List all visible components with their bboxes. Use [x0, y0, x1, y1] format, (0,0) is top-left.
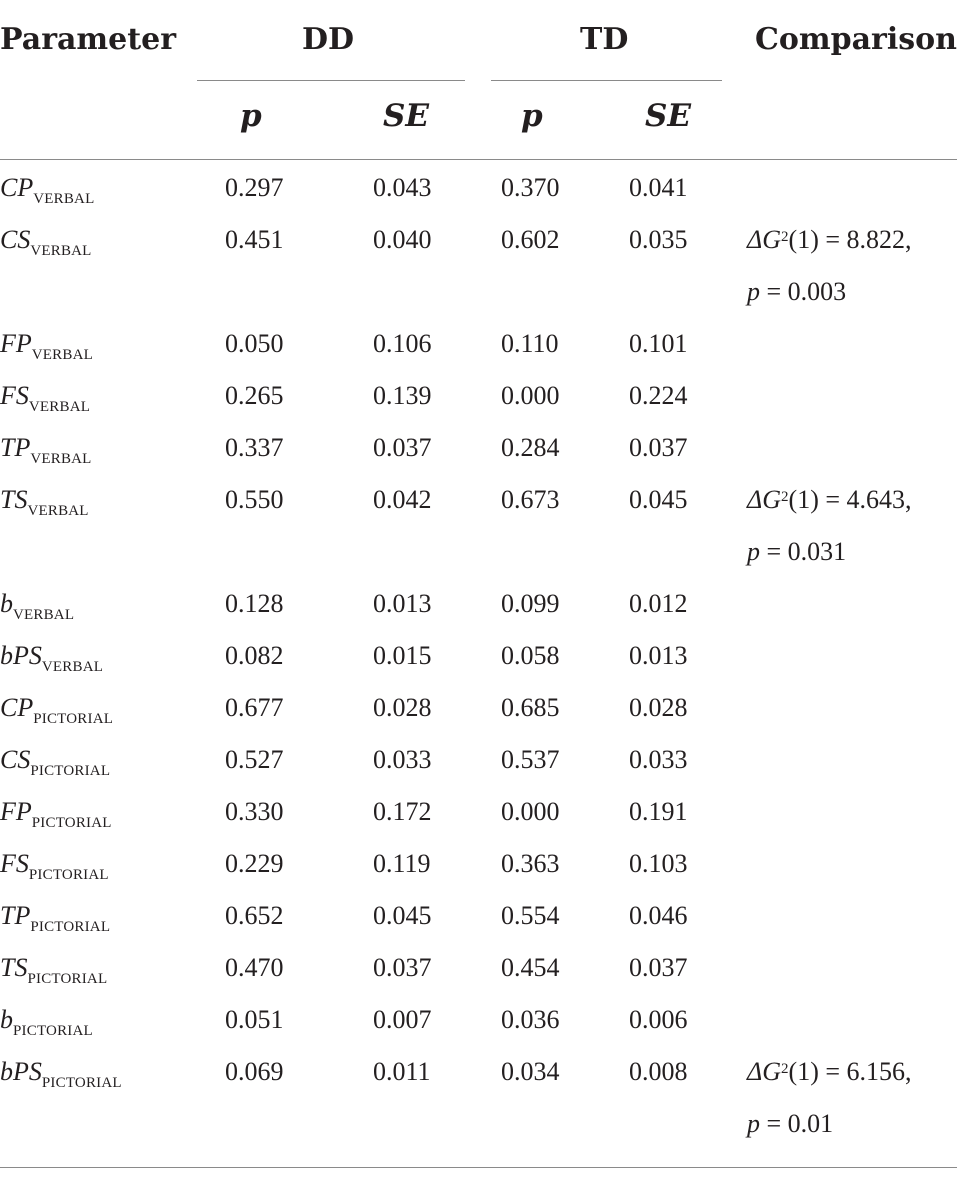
dd-se-cell: 0.119	[373, 849, 431, 878]
dd-se-cell: 0.013	[373, 589, 432, 618]
td-p-cell: 0.537	[501, 745, 560, 774]
td-p-cell: 0.000	[501, 797, 560, 826]
td-p-cell: 0.685	[501, 693, 560, 722]
td-p-cell: 0.370	[501, 173, 560, 202]
param-cell: $CS_{VERBAL}$	[0, 225, 92, 259]
table-row	[0, 475, 957, 579]
td-p-cell: 0.110	[501, 329, 559, 358]
dd-se-cell: 0.139	[373, 381, 432, 410]
td-p-cell: 0.034	[501, 1057, 560, 1086]
td-p-cell: 0.554	[501, 901, 560, 930]
td-se-cell: 0.103	[629, 849, 688, 878]
dd-se-cell: 0.037	[373, 433, 432, 462]
header-parameter: Parameter	[0, 22, 177, 57]
td-se-cell: 0.013	[629, 641, 688, 670]
dd-se-cell: 0.033	[373, 745, 432, 774]
comparison-stat: $\Delta G^2(1) = 4.643$,	[747, 485, 912, 514]
header-group-td: TD	[580, 22, 629, 57]
comparison-p-value: p = 0.031	[747, 537, 847, 566]
param-cell: $CP_{PICTORIAL}$	[0, 693, 114, 727]
param-cell: bPS$_{VERBAL}$	[0, 641, 104, 675]
dd-se-cell: 0.106	[373, 329, 432, 358]
td-p-cell: 0.036	[501, 1005, 560, 1034]
td-se-cell: 0.224	[629, 381, 688, 410]
dd-se-cell: 0.040	[373, 225, 432, 254]
dd-se-cell: 0.037	[373, 953, 432, 982]
comparison-stat: $\Delta G^2(1) = 6.156$,	[747, 1057, 912, 1086]
param-cell: $b_{PICTORIAL}$	[0, 1005, 93, 1039]
td-p-cell: 0.099	[501, 589, 560, 618]
param-cell: $CP_{VERBAL}$	[0, 173, 95, 207]
td-p-cell: 0.673	[501, 485, 560, 514]
param-cell: $CS_{PICTORIAL}$	[0, 745, 111, 779]
dd-se-cell: 0.045	[373, 901, 432, 930]
td-p-cell: 0.058	[501, 641, 560, 670]
dd-se-cell: 0.007	[373, 1005, 432, 1034]
dd-p-cell: 0.330	[225, 797, 284, 826]
table-row	[0, 579, 957, 631]
td-p-cell: 0.284	[501, 433, 560, 462]
td-se-cell: 0.033	[629, 745, 688, 774]
td-se-cell: 0.008	[629, 1057, 688, 1086]
td-se-cell: 0.041	[629, 173, 688, 202]
param-cell: $FP_{VERBAL}$	[0, 329, 93, 363]
td-p-cell: 0.000	[501, 381, 560, 410]
dd-p-cell: 0.265	[225, 381, 284, 410]
td-se-cell: 0.191	[629, 797, 688, 826]
param-cell: $TS_{VERBAL}$	[0, 485, 89, 519]
table-row	[0, 631, 957, 683]
param-cell: $FS_{VERBAL}$	[0, 381, 91, 415]
table-bottom-rule	[0, 1167, 957, 1168]
param-cell: $FP_{PICTORIAL}$	[0, 797, 112, 831]
header-dd-se: SE	[383, 98, 430, 134]
dd-p-cell: 0.050	[225, 329, 284, 358]
dd-p-cell: 0.128	[225, 589, 284, 618]
td-group-rule	[491, 80, 722, 81]
table-row	[0, 371, 957, 423]
param-cell: $TS_{PICTORIAL}$	[0, 953, 108, 987]
table-row	[0, 319, 957, 371]
param-cell: $b_{VERBAL}$	[0, 589, 75, 623]
header-comparison: Comparison	[755, 22, 957, 57]
td-se-cell: 0.035	[629, 225, 688, 254]
dd-se-cell: 0.172	[373, 797, 432, 826]
dd-p-cell: 0.550	[225, 485, 284, 514]
comparison-p-value: p = 0.01	[747, 1109, 834, 1138]
dd-p-cell: 0.677	[225, 693, 284, 722]
header-td-se: SE	[645, 98, 692, 134]
table-row	[0, 163, 957, 215]
td-se-cell: 0.037	[629, 433, 688, 462]
dd-p-cell: 0.069	[225, 1057, 284, 1086]
dd-se-cell: 0.043	[373, 173, 432, 202]
param-cell: $TP_{PICTORIAL}$	[0, 901, 111, 935]
td-se-cell: 0.028	[629, 693, 688, 722]
td-p-cell: 0.454	[501, 953, 560, 982]
table-row	[0, 787, 957, 839]
table-row	[0, 1047, 957, 1151]
dd-p-cell: 0.051	[225, 1005, 284, 1034]
header-bottom-rule	[0, 159, 957, 160]
dd-p-cell: 0.297	[225, 173, 284, 202]
dd-p-cell: 0.082	[225, 641, 284, 670]
dd-p-cell: 0.451	[225, 225, 284, 254]
table-row	[0, 943, 957, 995]
table-row	[0, 423, 957, 475]
dd-p-cell: 0.229	[225, 849, 284, 878]
dd-se-cell: 0.015	[373, 641, 432, 670]
comparison-stat: $\Delta G^2(1) = 8.822$,	[747, 225, 912, 254]
param-cell: bPS$_{PICTORIAL}$	[0, 1057, 122, 1091]
header-group-dd: DD	[302, 22, 355, 57]
header-dd-p: p	[240, 98, 262, 134]
dd-p-cell: 0.470	[225, 953, 284, 982]
dd-p-cell: 0.337	[225, 433, 284, 462]
table-row	[0, 995, 957, 1047]
param-cell: $FS_{PICTORIAL}$	[0, 849, 109, 883]
td-se-cell: 0.045	[629, 485, 688, 514]
td-se-cell: 0.101	[629, 329, 688, 358]
table-row	[0, 215, 957, 319]
param-cell: $TP_{VERBAL}$	[0, 433, 92, 467]
td-se-cell: 0.037	[629, 953, 688, 982]
table-row	[0, 839, 957, 891]
table-row	[0, 735, 957, 787]
td-se-cell: 0.046	[629, 901, 688, 930]
header-td-p: p	[521, 98, 543, 134]
dd-se-cell: 0.042	[373, 485, 432, 514]
dd-p-cell: 0.527	[225, 745, 284, 774]
dd-p-cell: 0.652	[225, 901, 284, 930]
table-row	[0, 891, 957, 943]
dd-se-cell: 0.028	[373, 693, 432, 722]
td-p-cell: 0.363	[501, 849, 560, 878]
dd-group-rule	[197, 80, 465, 81]
comparison-p-value: p = 0.003	[747, 277, 847, 306]
td-se-cell: 0.012	[629, 589, 688, 618]
table-row	[0, 683, 957, 735]
td-se-cell: 0.006	[629, 1005, 688, 1034]
dd-se-cell: 0.011	[373, 1057, 431, 1086]
td-p-cell: 0.602	[501, 225, 560, 254]
